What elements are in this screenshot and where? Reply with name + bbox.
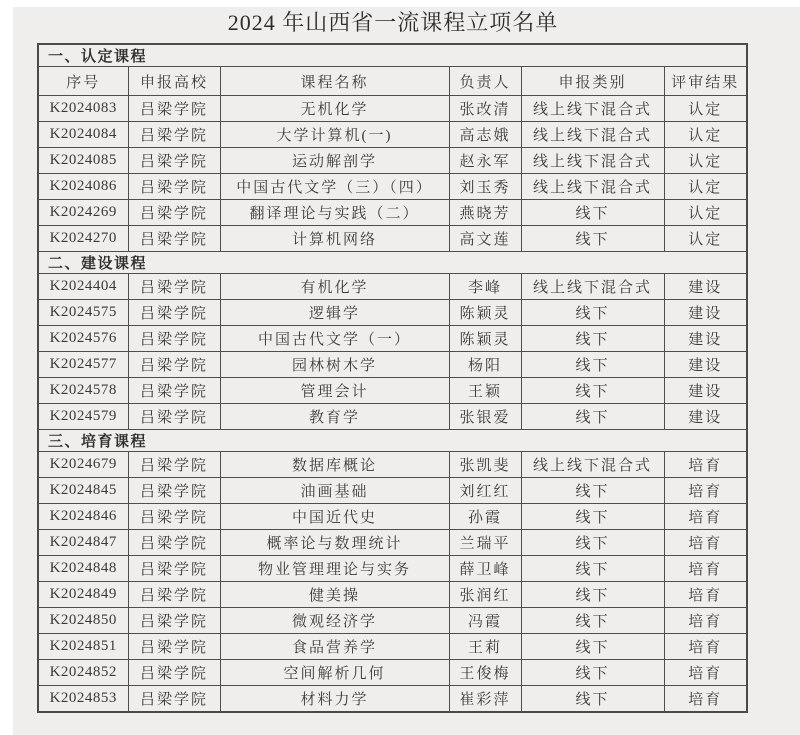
cell-result: 建设 [664, 274, 747, 300]
cell-category: 线下 [521, 582, 664, 608]
cell-course-id: K2024575 [38, 300, 128, 326]
cell-result: 建设 [664, 378, 747, 404]
cell-result: 建设 [664, 326, 747, 352]
cell-category: 线上线下混合式 [521, 174, 664, 200]
cell-course-name: 园林树木学 [220, 352, 449, 378]
cell-leader: 高志娥 [449, 122, 521, 148]
cell-category: 线上线下混合式 [521, 452, 664, 478]
section-row [38, 430, 747, 452]
table-row [38, 556, 747, 582]
cell-result: 培育 [664, 608, 747, 634]
cell-result: 培育 [664, 556, 747, 582]
cell-course-id: K2024270 [38, 226, 128, 252]
cell-course-id: K2024085 [38, 148, 128, 174]
cell-university: 吕梁学院 [128, 452, 220, 478]
cell-university: 吕梁学院 [128, 96, 220, 122]
cell-result: 培育 [664, 452, 747, 478]
cell-course-id: K2024852 [38, 660, 128, 686]
column-header-leader: 负责人 [449, 67, 521, 96]
cell-category: 线下 [521, 556, 664, 582]
cell-result: 认定 [664, 148, 747, 174]
cell-course-name: 概率论与数理统计 [220, 530, 449, 556]
cell-category: 线下 [521, 660, 664, 686]
cell-result: 认定 [664, 96, 747, 122]
cell-university: 吕梁学院 [128, 122, 220, 148]
cell-university: 吕梁学院 [128, 556, 220, 582]
table-row [38, 582, 747, 608]
column-header-category: 申报类别 [521, 67, 664, 96]
cell-course-id: K2024269 [38, 200, 128, 226]
table-row [38, 122, 747, 148]
section-header: 一、认定课程 [38, 44, 747, 67]
cell-category: 线下 [521, 300, 664, 326]
cell-category: 线上线下混合式 [521, 274, 664, 300]
cell-category: 线下 [521, 200, 664, 226]
cell-leader: 王俊梅 [449, 660, 521, 686]
cell-leader: 兰瑞平 [449, 530, 521, 556]
cell-category: 线下 [521, 634, 664, 660]
table-row [38, 504, 747, 530]
cell-category: 线下 [521, 608, 664, 634]
section-row [38, 252, 747, 274]
cell-course-id: K2024847 [38, 530, 128, 556]
cell-leader: 张银爱 [449, 404, 521, 430]
cell-category: 线下 [521, 326, 664, 352]
table-row [38, 226, 747, 252]
document-page [13, 7, 800, 735]
cell-course-name: 微观经济学 [220, 608, 449, 634]
cell-leader: 高文莲 [449, 226, 521, 252]
cell-course-id: K2024084 [38, 122, 128, 148]
cell-course-name: 中国近代史 [220, 504, 449, 530]
cell-course-name: 油画基础 [220, 478, 449, 504]
cell-university: 吕梁学院 [128, 226, 220, 252]
cell-university: 吕梁学院 [128, 200, 220, 226]
cell-university: 吕梁学院 [128, 608, 220, 634]
cell-course-id: K2024850 [38, 608, 128, 634]
cell-course-id: K2024404 [38, 274, 128, 300]
section-header: 二、建设课程 [38, 252, 747, 274]
cell-category: 线上线下混合式 [521, 122, 664, 148]
cell-course-name: 计算机网络 [220, 226, 449, 252]
cell-university: 吕梁学院 [128, 148, 220, 174]
cell-leader: 张润红 [449, 582, 521, 608]
cell-category: 线下 [521, 478, 664, 504]
cell-course-id: K2024845 [38, 478, 128, 504]
cell-university: 吕梁学院 [128, 504, 220, 530]
cell-leader: 刘玉秀 [449, 174, 521, 200]
cell-university: 吕梁学院 [128, 686, 220, 713]
table-row [38, 96, 747, 122]
cell-course-name: 食品营养学 [220, 634, 449, 660]
cell-course-name: 教育学 [220, 404, 449, 430]
cell-course-name: 健美操 [220, 582, 449, 608]
cell-university: 吕梁学院 [128, 530, 220, 556]
cell-leader: 赵永军 [449, 148, 521, 174]
cell-course-id: K2024851 [38, 634, 128, 660]
table-row [38, 660, 747, 686]
cell-leader: 陈颖灵 [449, 300, 521, 326]
table-row [38, 174, 747, 200]
column-header-row [38, 67, 747, 96]
cell-course-name: 运动解剖学 [220, 148, 449, 174]
cell-course-name: 无机化学 [220, 96, 449, 122]
table-row [38, 686, 747, 713]
cell-leader: 杨阳 [449, 352, 521, 378]
cell-leader: 刘红红 [449, 478, 521, 504]
cell-university: 吕梁学院 [128, 478, 220, 504]
cell-category: 线上线下混合式 [521, 148, 664, 174]
cell-course-id: K2024083 [38, 96, 128, 122]
cell-university: 吕梁学院 [128, 378, 220, 404]
cell-leader: 崔彩萍 [449, 686, 521, 713]
cell-leader: 薛卫峰 [449, 556, 521, 582]
cell-course-id: K2024853 [38, 686, 128, 713]
column-header-course-id: 序号 [38, 67, 128, 96]
section-header: 三、培育课程 [38, 430, 747, 452]
cell-course-name: 物业管理理论与实务 [220, 556, 449, 582]
cell-course-name: 中国古代文学（三）（四） [220, 174, 449, 200]
cell-leader: 孙霞 [449, 504, 521, 530]
cell-course-id: K2024086 [38, 174, 128, 200]
cell-university: 吕梁学院 [128, 582, 220, 608]
cell-university: 吕梁学院 [128, 352, 220, 378]
cell-leader: 李峰 [449, 274, 521, 300]
table-row [38, 452, 747, 478]
cell-course-id: K2024846 [38, 504, 128, 530]
cell-category: 线下 [521, 226, 664, 252]
cell-leader: 王颖 [449, 378, 521, 404]
cell-leader: 冯霞 [449, 608, 521, 634]
cell-result: 培育 [664, 660, 747, 686]
course-table-body [38, 44, 747, 712]
column-header-result: 评审结果 [664, 67, 747, 96]
cell-course-id: K2024579 [38, 404, 128, 430]
cell-result: 认定 [664, 226, 747, 252]
cell-course-id: K2024576 [38, 326, 128, 352]
cell-university: 吕梁学院 [128, 404, 220, 430]
table-row [38, 478, 747, 504]
column-header-course-name: 课程名称 [220, 67, 449, 96]
cell-course-name: 大学计算机(一) [220, 122, 449, 148]
cell-course-name: 中国古代文学（一） [220, 326, 449, 352]
cell-course-id: K2024848 [38, 556, 128, 582]
cell-course-id: K2024679 [38, 452, 128, 478]
cell-result: 认定 [664, 122, 747, 148]
cell-result: 认定 [664, 200, 747, 226]
cell-course-name: 翻译理论与实践（二） [220, 200, 449, 226]
cell-category: 线下 [521, 504, 664, 530]
table-row [38, 608, 747, 634]
cell-course-name: 材料力学 [220, 686, 449, 713]
cell-category: 线下 [521, 378, 664, 404]
section-row [38, 44, 747, 67]
table-row [38, 300, 747, 326]
cell-result: 培育 [664, 504, 747, 530]
cell-course-name: 逻辑学 [220, 300, 449, 326]
page-title: 2024 年山西省一流课程立项名单 [227, 10, 559, 35]
cell-category: 线下 [521, 686, 664, 713]
table-row [38, 148, 747, 174]
cell-university: 吕梁学院 [128, 326, 220, 352]
cell-course-id: K2024578 [38, 378, 128, 404]
cell-result: 培育 [664, 634, 747, 660]
cell-result: 培育 [664, 582, 747, 608]
cell-result: 建设 [664, 352, 747, 378]
course-table [37, 43, 748, 713]
table-row [38, 634, 747, 660]
cell-category: 线下 [521, 352, 664, 378]
table-row [38, 404, 747, 430]
cell-result: 认定 [664, 174, 747, 200]
cell-course-id: K2024849 [38, 582, 128, 608]
cell-leader: 张凯斐 [449, 452, 521, 478]
table-row [38, 530, 747, 556]
cell-leader: 张改清 [449, 96, 521, 122]
cell-category: 线上线下混合式 [521, 96, 664, 122]
cell-course-name: 空间解析几何 [220, 660, 449, 686]
cell-category: 线下 [521, 404, 664, 430]
cell-course-name: 管理会计 [220, 378, 449, 404]
cell-result: 建设 [664, 300, 747, 326]
cell-course-id: K2024577 [38, 352, 128, 378]
table-row [38, 274, 747, 300]
cell-course-name: 数据库概论 [220, 452, 449, 478]
table-row [38, 200, 747, 226]
table-row [38, 352, 747, 378]
cell-university: 吕梁学院 [128, 634, 220, 660]
cell-course-name: 有机化学 [220, 274, 449, 300]
cell-category: 线下 [521, 530, 664, 556]
cell-leader: 陈颖灵 [449, 326, 521, 352]
cell-leader: 王莉 [449, 634, 521, 660]
cell-university: 吕梁学院 [128, 300, 220, 326]
cell-leader: 燕晓芳 [449, 200, 521, 226]
cell-result: 培育 [664, 478, 747, 504]
cell-university: 吕梁学院 [128, 274, 220, 300]
table-row [38, 378, 747, 404]
cell-university: 吕梁学院 [128, 174, 220, 200]
cell-result: 培育 [664, 686, 747, 713]
cell-result: 建设 [664, 404, 747, 430]
table-row [38, 326, 747, 352]
cell-university: 吕梁学院 [128, 660, 220, 686]
cell-result: 培育 [664, 530, 747, 556]
column-header-university: 申报高校 [128, 67, 220, 96]
